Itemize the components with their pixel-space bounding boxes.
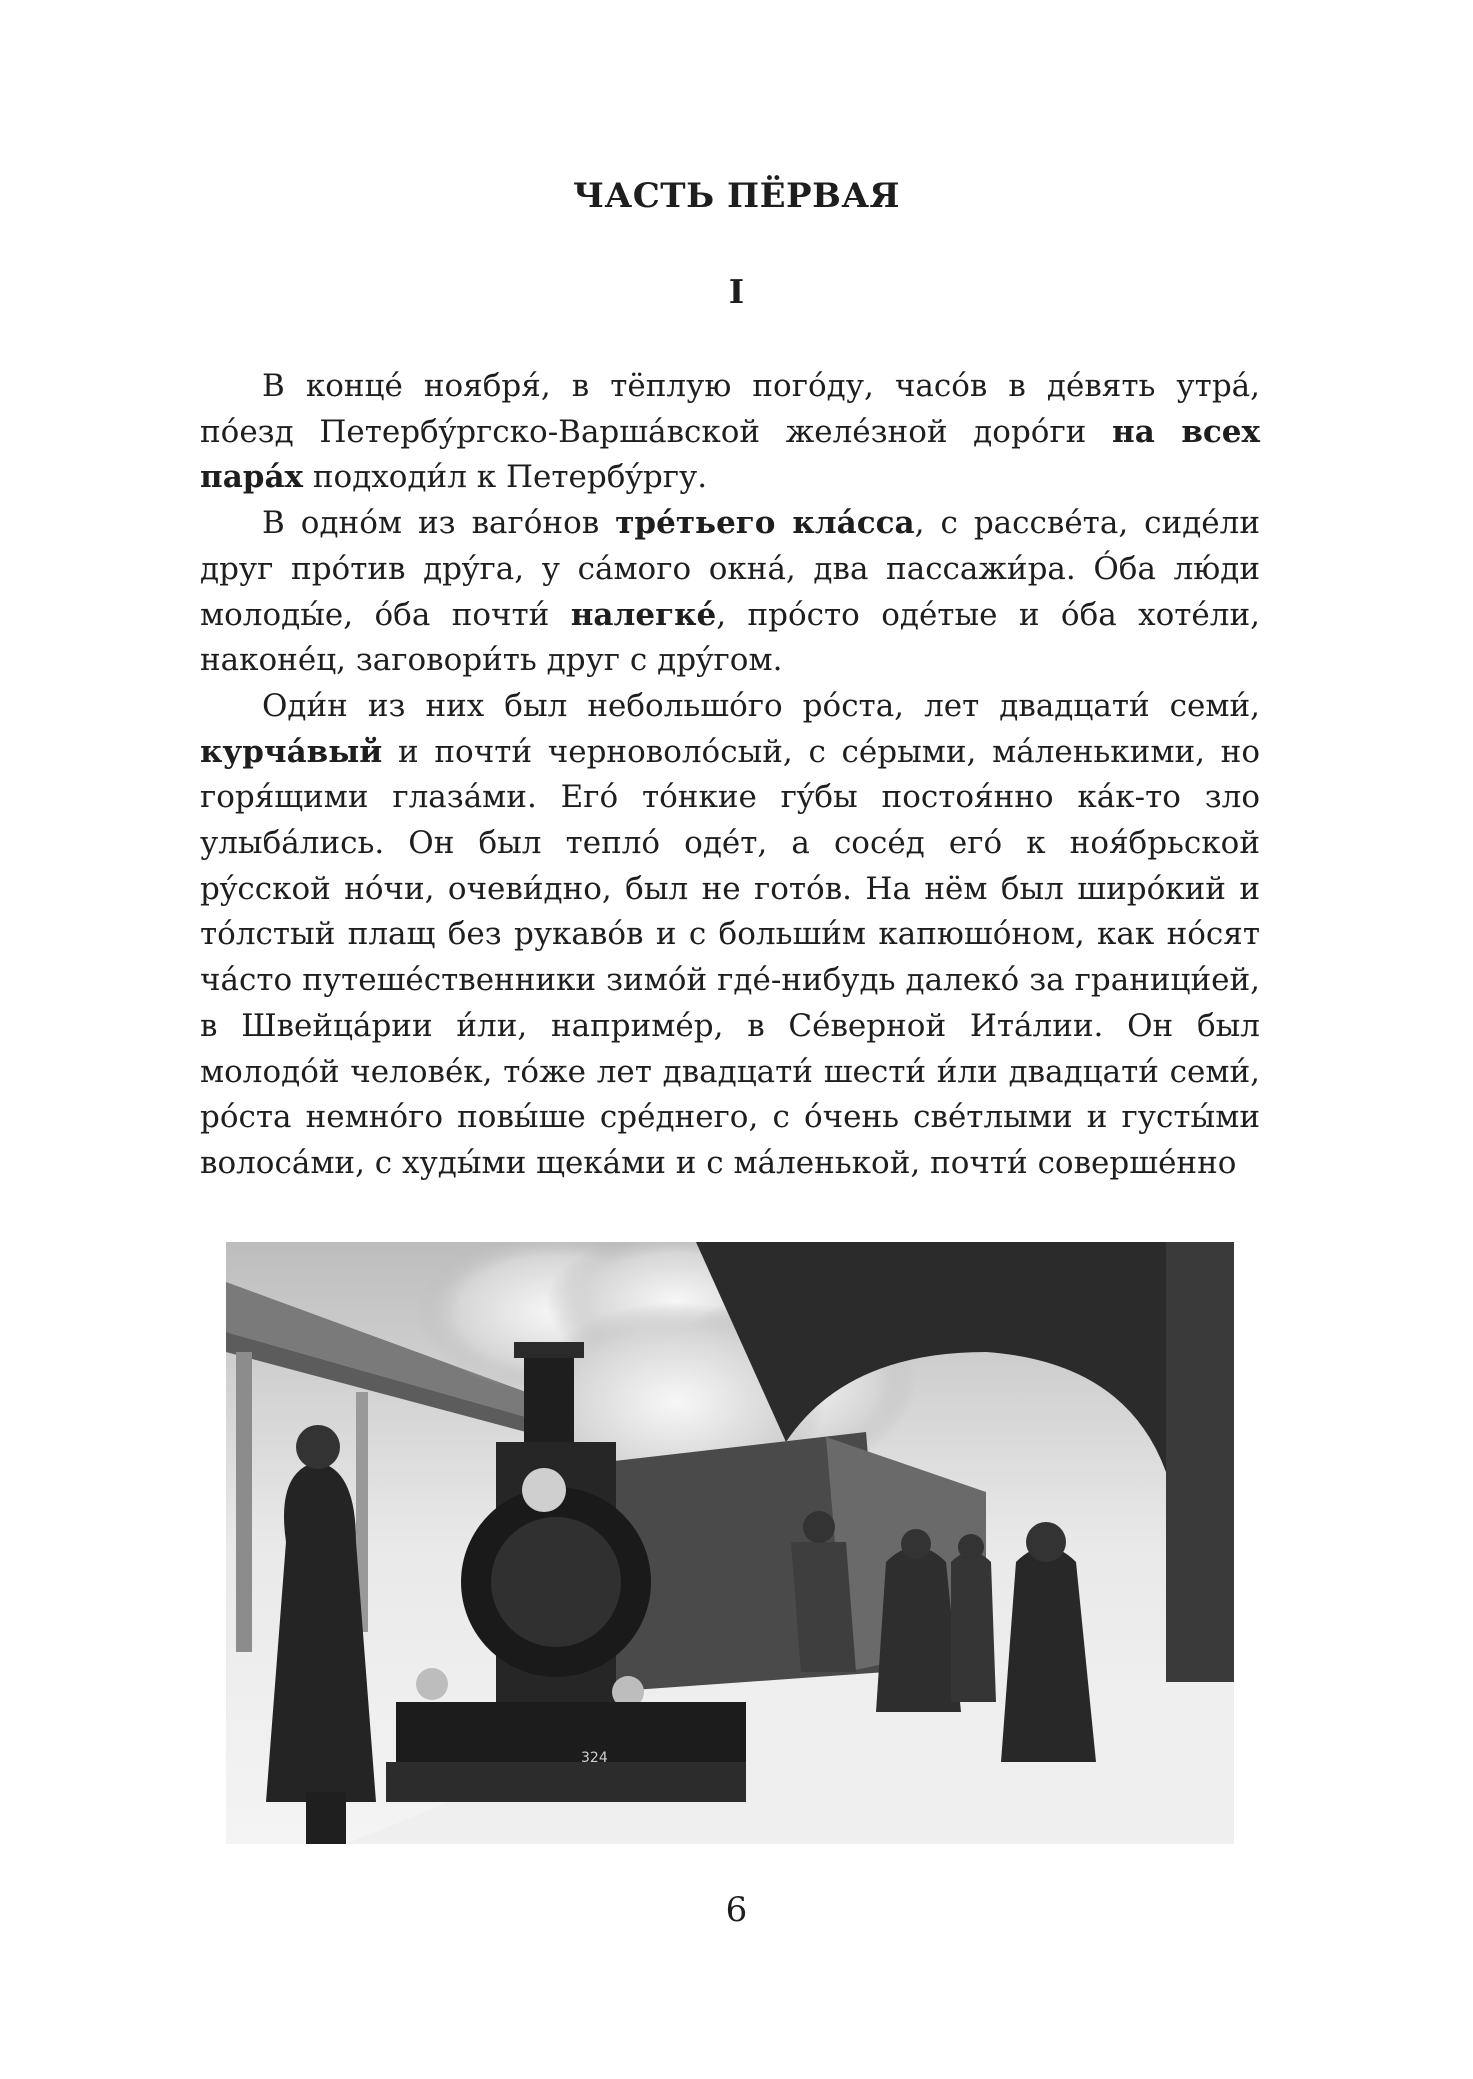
text-run: и почти́ черноволóсый, с сéрыми, мáленькими, но горя́щими глазáми. Егó тóнкие гýбы постоя́нно кáк-то зло улыбáлись. Он был тепло́ одéт, а сосéд егó к ноя́брьской рýсской нóчи, очеви́дно, был не готóв. На нём был ширóкий и тóлстый плащ без рукавóв и с больши́м капюшóном, как нóсят чáсто путешéственники зимóй гдé-нибудь далекó за граници́ей, в Швейцáрии и́ли, напримéр, в Сéверной Итáлии. Он был молодóй человéк, тóже лет двадцати́ шести́ и́ли двадцати́ семи́, рóста немнóго повы́ше срéднего, с óчень свéтлыми и густы́ми волосáми, с худы́ми щекáми и с мáленькой, почти́ совершéнно	[200, 733, 1260, 1181]
bold-phrase: курчáвый	[200, 733, 383, 770]
paragraph	[200, 501, 1260, 684]
bold-phrase: трéтьего клáсса	[615, 505, 915, 542]
locomotive-photo	[226, 1242, 1234, 1844]
part-title: ЧАСТЬ ПЁРВАЯ	[573, 176, 900, 216]
locomotive-number: 324	[581, 1750, 608, 1766]
bold-phrase: на всех парáх	[200, 413, 1260, 496]
text-run: подходи́л к Петербýргу.	[303, 459, 708, 496]
bold-phrase: налегкé	[570, 596, 717, 633]
text-run: В концé ноября́, в тёплую погóду, часóв в дéвять утрá, пóезд Петербýргско-Варшáвской желéзной дорóги	[200, 368, 1260, 450]
text-run: , прóсто одéтые и óба хотéли, наконéц, заговори́ть друг с дрýгом.	[200, 596, 1260, 679]
chapter-text	[200, 364, 1260, 1187]
locomotive-illustration	[226, 1242, 1234, 1844]
paragraph	[200, 364, 1260, 501]
text-run: Оди́н из них был небольшóго рóста, лет двадцати́ семи́,	[262, 687, 1260, 724]
chapter-number: I	[728, 272, 745, 311]
text-run: В однóм из вагóнов	[262, 505, 616, 542]
text-run: , с рассвéта, сидéли друг прóтив дрýга, у сáмого окнá, два пассажи́ра. Óба лю́ди молоды́е, óба почти́	[200, 505, 1260, 633]
page-number: 6	[725, 1890, 748, 1930]
paragraph	[200, 684, 1260, 1187]
